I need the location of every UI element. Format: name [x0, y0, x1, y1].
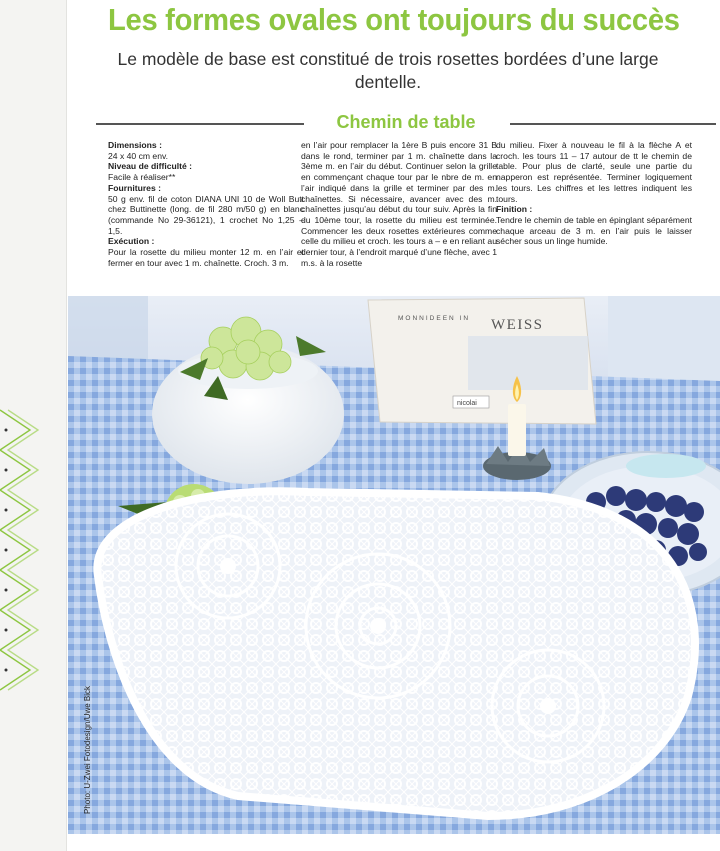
page-subtitle: Le modèle de base est constitué de trois rosettes bordées d’une large dentelle. — [117, 49, 659, 92]
execution-label: Exécution : — [108, 236, 155, 247]
lace-edge-decoration — [0, 400, 48, 700]
finish-label: Finition : — [496, 204, 533, 215]
section-title: Chemin de table — [336, 112, 476, 132]
page-bottom-margin — [68, 834, 720, 851]
dimensions-value: 24 x 40 cm env. — [108, 150, 169, 161]
page-title: Les formes ovales ont toujours du succès — [108, 2, 680, 37]
text-column-3 — [496, 140, 692, 247]
execution-value: Pour la rosette du milieu monter 12 m. en l’air et fermer en tour avec 1 m. chaînette. Croch. 3 m. — [108, 247, 304, 268]
table-runner-photo — [68, 296, 720, 834]
divider-left — [96, 123, 304, 125]
book-top-text: MONNIDEEN IN — [398, 315, 471, 322]
dimensions-label: Dimensions : — [108, 140, 162, 150]
difficulty-value: Facile à réaliser** — [108, 172, 176, 183]
supplies-value: 50 g env. fil de coton DIANA UNI 10 de Woll Butt chez Buttinette (long. de fil 280 m/50 g) en blanc (commande No 29-36121), 1 crochet No 1,25 – 1,5. — [108, 193, 304, 236]
text-column-1 — [108, 140, 304, 268]
book-title: WEISS — [491, 317, 544, 333]
supplies-label: Fournitures : — [108, 182, 161, 193]
difficulty-label: Niveau de difficulté : — [108, 161, 193, 172]
divider-right — [510, 123, 716, 125]
instructions-text: en l’air pour remplacer la 1ère B puis encore 31 B dans le rond, terminer par 1 m. chaînette dans la 3ème m. en l’air du début. Continuer selon la grille en commençant chaque tour par le nbre de m. en l’air indiqué dans la grille et terminer par des m. chaînettes. Si nécessaire, avancer avec des m. chaînettes jusqu’au début du tour suiv. Après la fin du 10ème tour, la rosette du milieu est terminée. Commencer les deux rosettes extérieures comme celle du milieu et croch. les tours a – e en reliant au dernier tour, à l’endroit marqué d’une flèche, avec 1 m.s. à la rosette — [301, 140, 497, 268]
photo-credit: Photo: U-Zwei Fotodesign/Uwe Bick — [83, 685, 92, 814]
book — [368, 298, 596, 424]
adjacent-page-strip — [0, 0, 67, 851]
book-publisher: nicolai — [457, 400, 477, 407]
section-heading — [96, 112, 716, 136]
instructions-continued-text: du milieu. Fixer à nouveau le fil à la flèche A et croch. les tours 11 – 17 autour de tt le chemin de table. Pour plus de clarté, seule une partie du napperon est représentée. Terminer logiquement les tours. Les chiffres et les lettres indiquent les tours. — [496, 140, 692, 204]
text-column-2 — [301, 140, 497, 268]
photo-illustration — [68, 296, 720, 834]
crochet-table-runner — [97, 491, 695, 816]
finish-value: Tendre le chemin de table en épinglant séparément chaque arceau de 3 m. en l’air puis le laisser sécher sous un linge humide. — [496, 214, 692, 247]
